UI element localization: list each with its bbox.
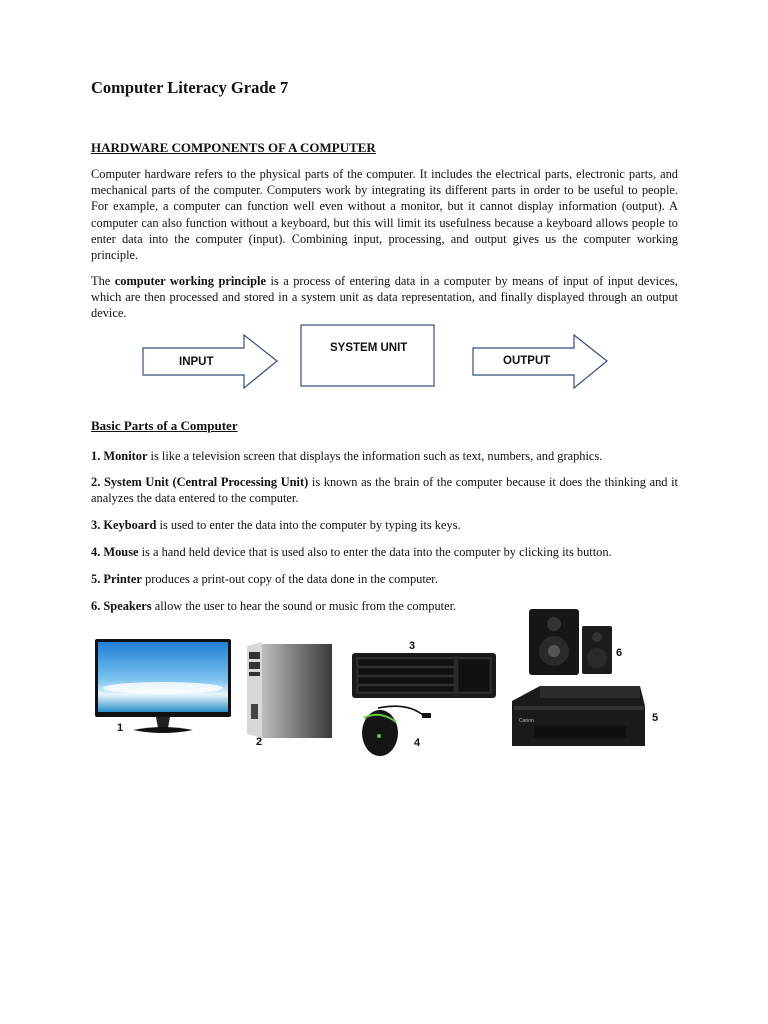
part-num: 4. (91, 545, 101, 559)
part-item-printer (91, 571, 678, 587)
printer-brand-text: Canon (519, 718, 534, 724)
basic-parts-heading: Basic Parts of a Computer (91, 418, 238, 433)
image-number-mouse: 4 (414, 737, 421, 749)
working-principle-term: computer working principle (114, 274, 266, 288)
input-label: INPUT (179, 356, 214, 368)
para2-lead: The (91, 274, 115, 288)
section-heading: HARDWARE COMPONENTS OF A COMPUTER (91, 140, 376, 155)
part-num: 5. (91, 572, 101, 586)
monitor-image (95, 639, 231, 733)
part-item-keyboard (91, 517, 678, 533)
speakers-image (529, 609, 612, 675)
document-title: Computer Literacy Grade 7 (91, 78, 289, 97)
working-principle-diagram (140, 322, 610, 392)
image-number-speakers: 6 (616, 647, 623, 659)
part-term: Printer (103, 572, 142, 586)
system-unit-label: SYSTEM UNIT (330, 342, 408, 354)
part-desc: allow the user to hear the sound or music from the computer. (151, 599, 457, 613)
image-number-monitor: 1 (117, 722, 124, 734)
part-num: 2. (91, 475, 101, 489)
mouse-image (362, 706, 431, 756)
image-number-system-unit: 2 (256, 736, 263, 748)
system-unit-image (247, 642, 332, 738)
para2-rest: is a process of entering data in a computer by means of input of input devices, which are then processed and stored in a system unit as data representation, and finally displayed through an output device. (91, 274, 678, 321)
working-principle-paragraph (91, 273, 678, 322)
part-item-system-unit (91, 474, 678, 506)
system-unit-box (301, 325, 434, 386)
printer-image (512, 686, 645, 746)
part-num: 3. (91, 518, 101, 532)
part-term: System Unit (Central Processing Unit) (103, 475, 309, 489)
part-item-mouse (91, 544, 678, 560)
part-term: Monitor (103, 449, 148, 463)
part-desc: produces a print-out copy of the data done in the computer. (141, 572, 438, 586)
part-desc: is like a television screen that displays the information such as text, numbers, and graphics. (147, 449, 603, 463)
part-desc: is a hand held device that is used also to enter the data into the computer by clicking its button. (138, 545, 612, 559)
part-term: Keyboard (103, 518, 157, 532)
part-item-monitor (91, 448, 678, 464)
intro-paragraph: Computer hardware refers to the physical parts of the computer. It includes the electrical parts, electronic parts, and mechanical parts of the computer. Computers work by integrating its different parts in order to be useful to people. For example, a computer can function well even without a monitor, but it cannot display information (output). A computer can also function without a keyboard, but this will limit its usefulness because a keyboard allows people to enter data into the computer (input). Combining input, processing, and output gives us the computer working principle. (91, 167, 678, 263)
part-num: 1. (91, 449, 101, 463)
part-num: 6. (91, 599, 101, 613)
image-number-printer: 5 (652, 712, 659, 724)
part-desc: is known as the brain of the computer because it does the thinking and it analyzes the data entered to the computer. (91, 475, 678, 506)
image-number-keyboard: 3 (409, 640, 416, 652)
keyboard-image (352, 653, 496, 698)
output-label: OUTPUT (503, 355, 551, 367)
part-term: Speakers (103, 599, 152, 613)
part-desc: is used to enter the data into the computer by typing its keys. (156, 518, 461, 532)
part-term: Mouse (103, 545, 139, 559)
hardware-illustrations (88, 606, 668, 756)
